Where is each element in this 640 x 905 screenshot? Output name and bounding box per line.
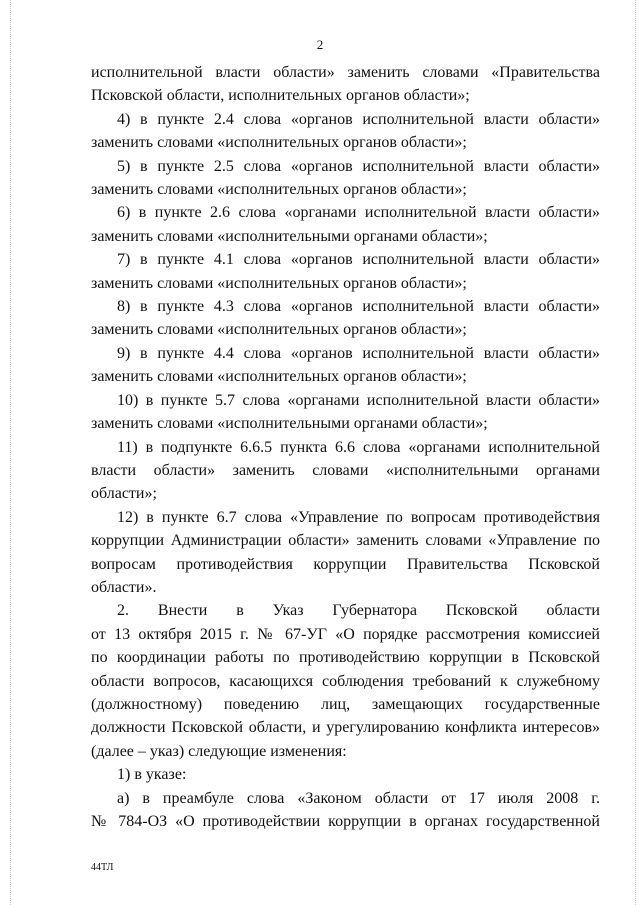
footer-code: 44ТЛ [91,862,114,873]
text-line: коррупции Администрации области» заменить словами «Управление по [91,532,600,550]
text-line: области»; [91,485,157,503]
text-line: (далее – указ) следующие изменения: [91,742,347,760]
text-line: заменить словами «исполнительных органов области»; [91,368,467,386]
text-line: 2. Внести в Указ Губернатора Псковской области [117,602,600,620]
text-line: а) в преамбуле слова «Законом области от 17 июля 2008 г. [117,789,600,807]
text-line: 1) в указе: [117,766,187,784]
text-line: 4) в пункте 2.4 слова «органов исполнительной власти области» [117,110,600,128]
text-line: должности Псковской области, и урегулированию конфликта интересов» [91,719,600,737]
text-line: заменить словами «исполнительными органами области»; [91,415,488,433]
text-line: 11) в подпункте 6.6.5 пункта 6.6 слова «органами исполнительной [117,438,600,456]
text-line: (должностному) поведению лиц, замещающих государственные [91,695,600,713]
page-number: 2 [316,37,324,52]
page-edge-right [635,0,636,905]
text-line: заменить словами «исполнительных органов области»; [91,134,467,152]
text-line: от 13 октября 2015 г. № 67-УГ «О порядке рассмотрения комиссией [91,625,600,643]
text-line: власти области» заменить словами «исполнительными органами [91,461,600,479]
document-body [91,61,600,833]
text-line: Псковской области, исполнительных органов области»; [91,87,470,105]
text-line: 8) в пункте 4.3 слова «органов исполнительной власти области» [117,298,600,316]
text-line: области». [91,578,157,596]
text-line: исполнительной власти области» заменить словами «Правительства [91,64,600,81]
text-line: вопросам противодействия коррупции Правительства Псковской [91,555,600,573]
text-line: 7) в пункте 4.1 слова «органов исполнительной власти области» [117,251,600,269]
text-line: 10) в пункте 5.7 слова «органами исполнительной власти области» [117,391,600,409]
text-line: 6) в пункте 2.6 слова «органами исполнительной власти области» [117,204,600,222]
text-line: заменить словами «исполнительных органов области»; [91,321,467,339]
text-line: № 784-ОЗ «О противодействии коррупции в органах государственной [91,813,600,830]
text-line: 12) в пункте 6.7 слова «Управление по вопросам противодействия [117,508,600,526]
text-line: по координации работы по противодействию коррупции в Псковской [91,649,600,667]
text-line: заменить словами «исполнительных органов области»; [91,274,467,292]
text-line: 5) в пункте 2.5 слова «органов исполнительной власти области» [117,157,600,175]
text-line: заменить словами «исполнительных органов области»; [91,181,467,199]
text-line: 9) в пункте 4.4 слова «органов исполнительной власти области» [117,344,600,362]
text-line: заменить словами «исполнительными органами области»; [91,227,488,245]
page-edge-left [10,0,11,905]
text-line: области вопросов, касающихся соблюдения требований к служебному [91,672,600,690]
